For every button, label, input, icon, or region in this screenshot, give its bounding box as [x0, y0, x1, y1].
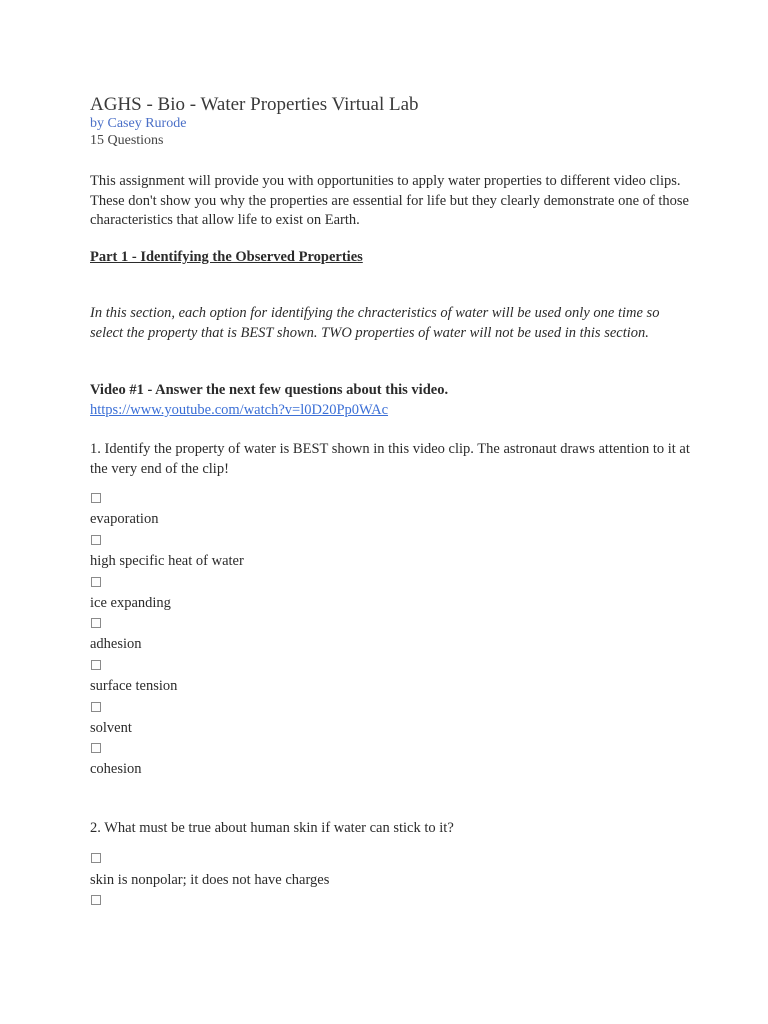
question2-prompt: 2. What must be true about human skin if water can stick to it? [90, 820, 454, 836]
option-label: ice expanding [90, 595, 171, 611]
video1-link[interactable]: https://www.youtube.com/watch?v=l0D20Pp0WAc [90, 402, 389, 418]
video1-heading: Video #1 - Answer the next few questions about this video. [90, 382, 449, 398]
option-checkbox[interactable] [91, 702, 101, 712]
option-checkbox[interactable] [91, 618, 101, 628]
option-label: high specific heat of water [90, 553, 244, 569]
option-checkbox[interactable] [91, 535, 101, 545]
option-label: solvent [90, 720, 132, 736]
option-label: skin is nonpolar; it does not have charges [90, 872, 330, 888]
author-link[interactable]: by Casey Rurode [90, 116, 187, 131]
option-checkbox[interactable] [91, 493, 101, 503]
option-label: cohesion [90, 761, 142, 777]
option-checkbox[interactable] [91, 660, 101, 670]
part1-heading: Part 1 - Identifying the Observed Properties [90, 249, 363, 265]
option-label: evaporation [90, 511, 159, 527]
option-label: adhesion [90, 636, 142, 652]
option-checkbox[interactable] [91, 853, 101, 863]
option-checkbox[interactable] [91, 577, 101, 587]
option-checkbox[interactable] [91, 743, 101, 753]
part1-note: In this section, each option for identifying the chracteristics of water will be used only one time so select the property that is BEST shown. TWO properties of water will not be used in this section. [90, 305, 660, 341]
question1-prompt: 1. Identify the property of water is BEST shown in this video clip. The astronaut draws attention to it at the very end of the clip! [90, 441, 690, 477]
intro-paragraph: This assignment will provide you with opportunities to apply water properties to different video clips. These don't show you why the properties are essential for life but they clearly demonstrate one of those characteristics that allow life to exist on Earth. [90, 173, 689, 228]
option-label: surface tension [90, 678, 178, 694]
assignment-title: AGHS - Bio - Water Properties Virtual Lab [90, 94, 419, 115]
question-count: 15 Questions [90, 133, 164, 148]
option-checkbox[interactable] [91, 895, 101, 905]
